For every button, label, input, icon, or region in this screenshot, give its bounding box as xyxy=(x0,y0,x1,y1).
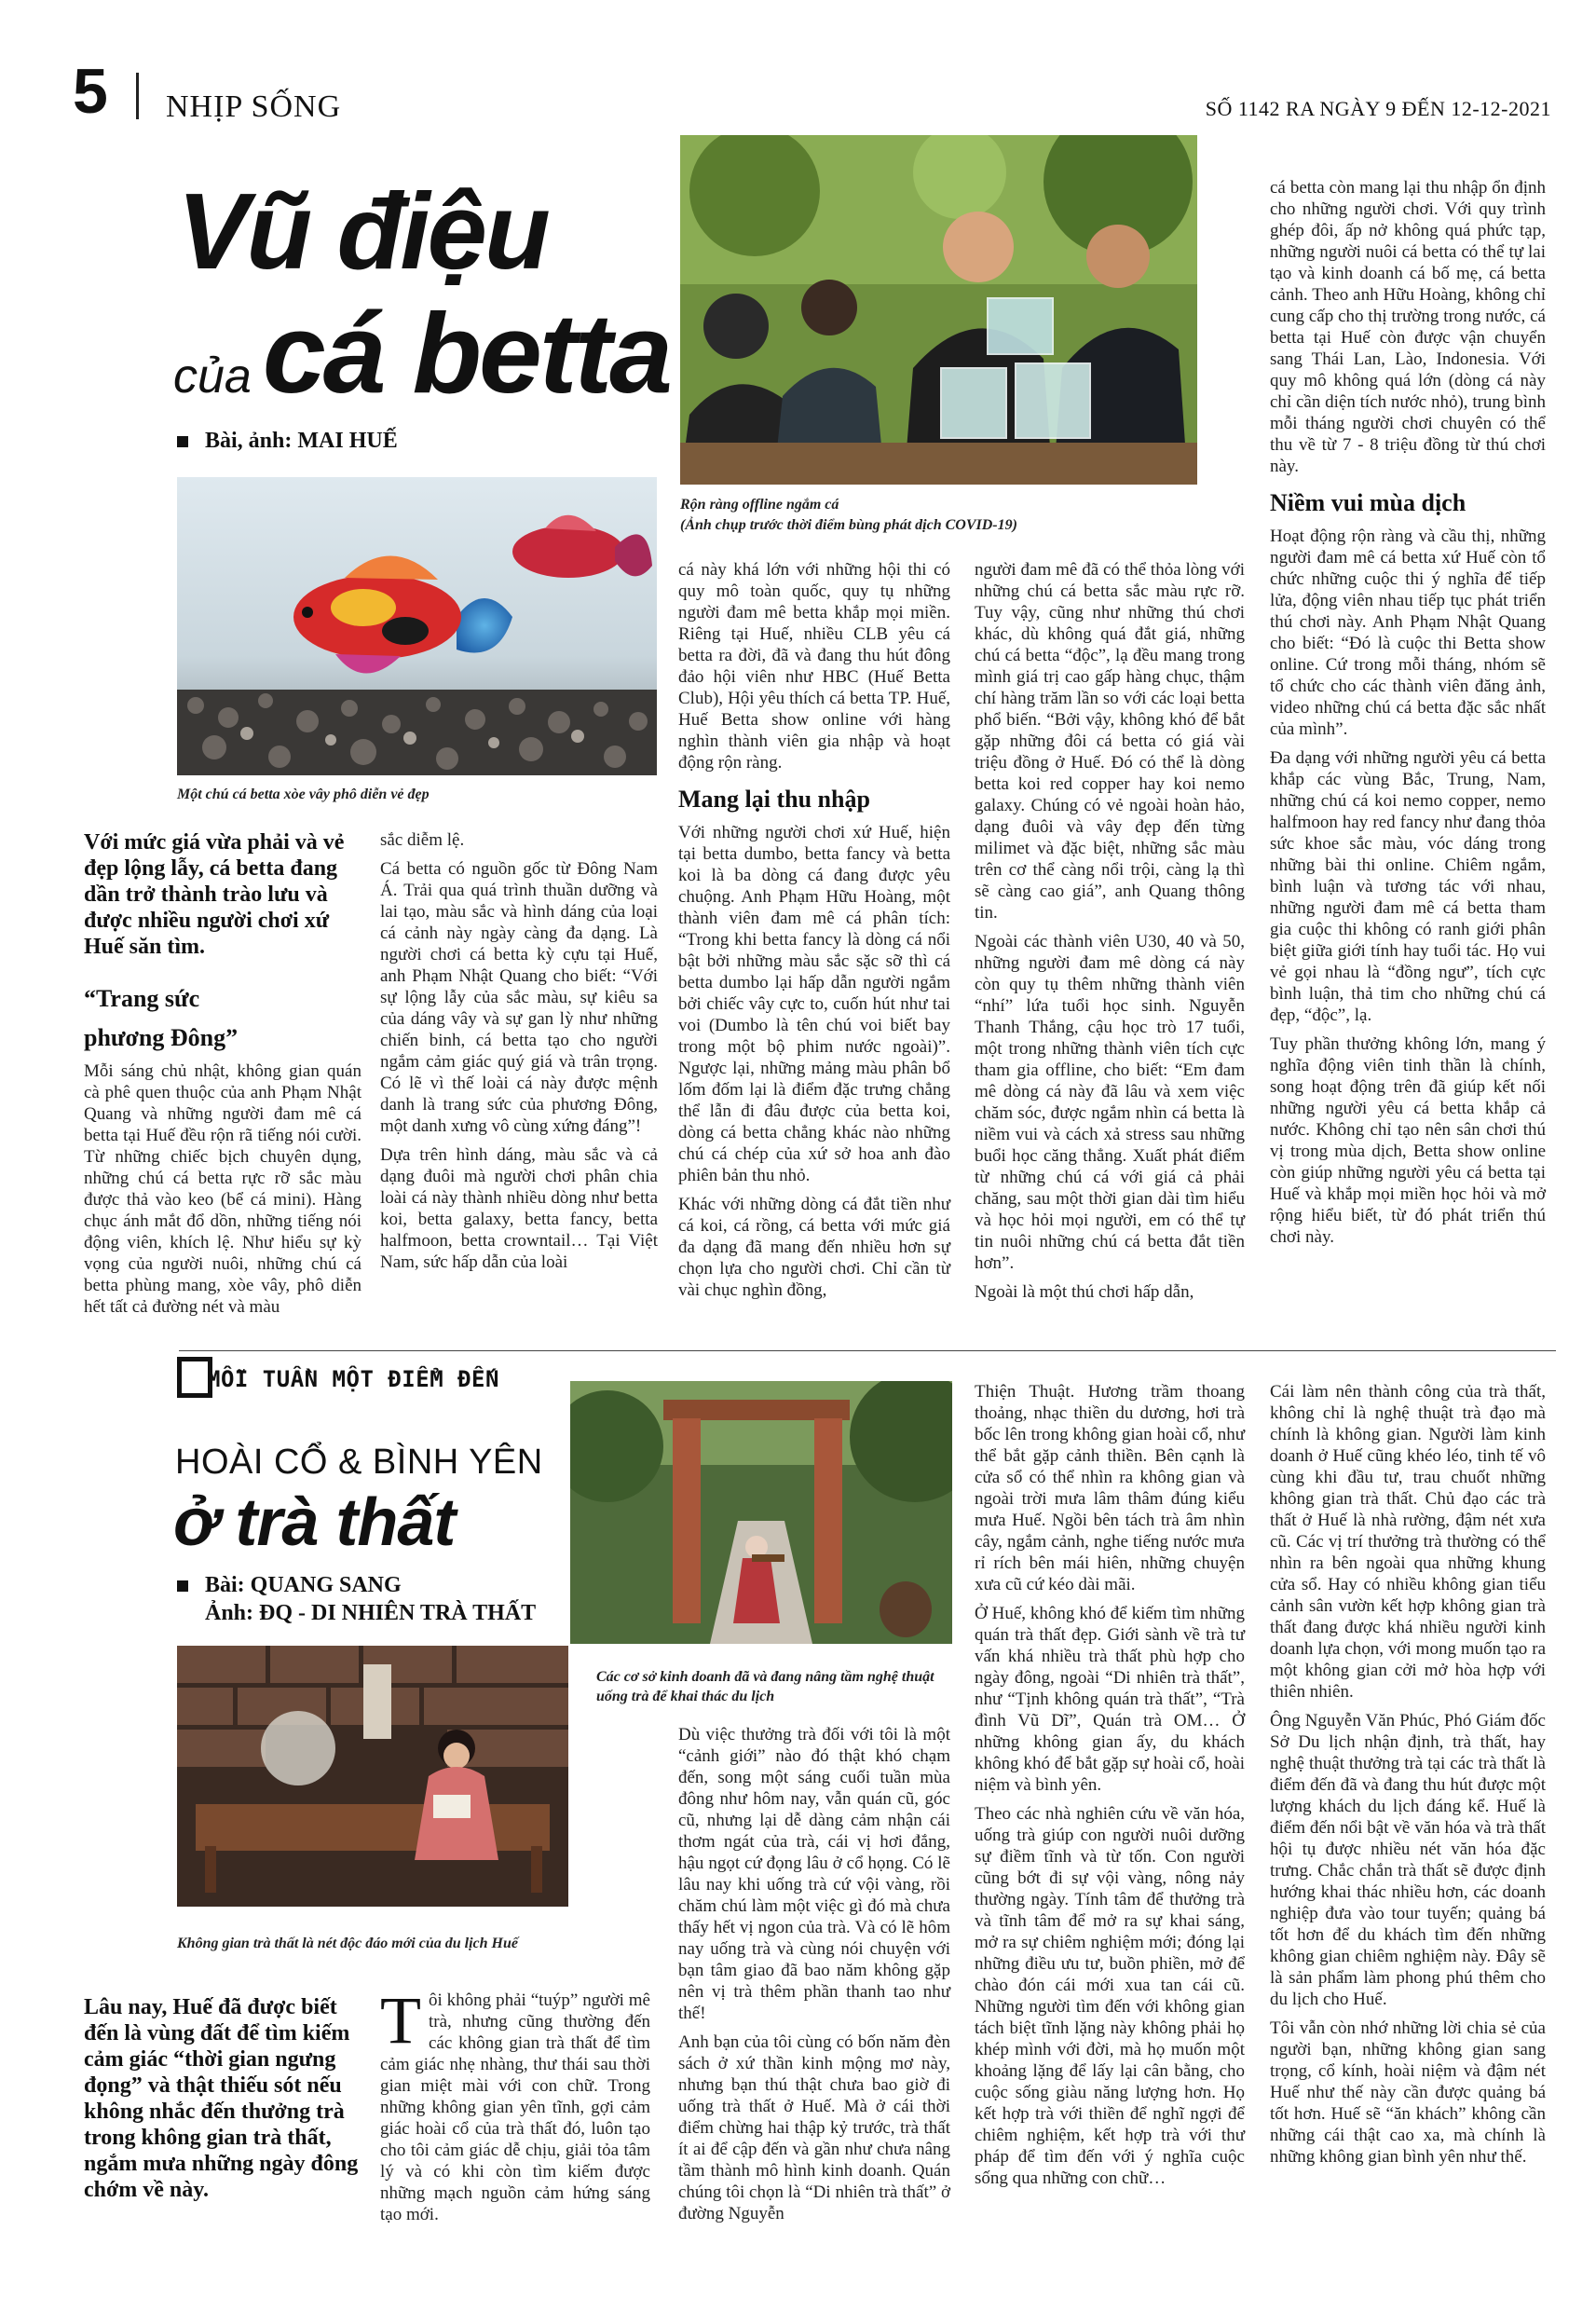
girl-photo-caption: Không gian trà thất là nét độc đáo mới của du lịch Huế xyxy=(177,1936,518,1951)
article1-title-small: của xyxy=(173,349,252,404)
article2-col4-para-2: Ở Huế, không khó để kiếm tìm những quán trà thất đẹp. Giới sành về trà tư vấn khá nhiều trà thất phù hợp cho ngày đông, ngoài “Di nhiên trà thất”, như “Tịnh không quán trà thất”, “Trà đình Vũ Dĩ”, Quán trà OM… Ở những không gian ấy, du khách không khó để bắt gặp sự hoài cổ, hoài niệm và bình yên. xyxy=(975,1604,1245,1795)
article1-col5-para-1: cá betta còn mang lại thu nhập ổn định cho những người chơi. Với quy trình ghép đôi, ấp nở không quá phức tạp, những người nuôi cá betta có thể tự lai tạo và kinh doanh cá bố mẹ, cá betta cảnh. Theo anh Hữu Hoàng, không chỉ cung cấp cho thị trường trong nước, cá betta tại Huế còn được vận chuyển sang Thái Lan, Lào, Indonesia. Với quy mô không quá lớn (dòng cá này chỉ cần diện tích nước nhỏ), trung bình mỗi tháng người chơi chuyên có thể thu về từ 7 - 8 triệu đồng từ thú chơi này. xyxy=(1270,178,1546,476)
people-with-fish-tanks-illustration xyxy=(680,135,1197,485)
article1-col4-para-3: Ngoài là một thú chơi hấp dẫn, xyxy=(975,1282,1194,1302)
gathering-photo-note: (Ảnh chụp trước thời điểm bùng phát dịch COVID-19) xyxy=(680,517,1017,533)
issue-info: SỐ 1142 RA NGÀY 9 ĐẾN 12-12-2021 xyxy=(1205,97,1551,120)
tea-house-gate-photo xyxy=(570,1381,952,1644)
article1-byline: Bài, ảnh: MAI HUẾ xyxy=(177,429,398,454)
article2-kicker: MỖI TUẦN MỘT ĐIỂM ĐẾN xyxy=(207,1366,499,1392)
betta-fish-photo xyxy=(177,477,657,775)
article1-title-line2 xyxy=(173,290,670,417)
article2-col2-para-1: Tôi không phải “tuýp” người mê trà, nhưng cũng thường đến các không gian trà thất để tìm cảm giác nhẹ nhàng, thư thái sau thời gian miệt mài với con chữ. Trong những không gian yên tĩnh, gợi cảm giác hoài cổ của trà thất đó, luôn tạo cho tôi cảm giác dễ chịu, giải tỏa tâm lý và có khi còn tìm kiếm được những mạch nguồn cảm hứng sáng tạo mới. xyxy=(380,1983,650,2224)
article2-column-4 xyxy=(975,1381,1245,2196)
article2-column-3 xyxy=(678,1724,950,2232)
article1-col2-para-0: sắc diễm lệ. xyxy=(380,830,465,850)
bullet-square-icon xyxy=(177,436,188,447)
article2-col3-para-2: Anh bạn của tôi cùng có bốn năm đèn sách ở xứ thần kinh mộng mơ này, nhưng bạn thú thật chưa bao giờ đi uống trà thất ở Huế. Mà ở cái thời điểm chừng hai thập kỷ trước, trà thất ít ai để cập đến và gần như chưa nâng tầm thành mô hình kinh doanh. Quán chúng tôi chọn là “Di nhiên trà thất” ở đường Nguyễn xyxy=(678,2032,950,2223)
tea-room-girl-illustration xyxy=(177,1646,568,1907)
article2-column-1 xyxy=(84,1994,361,2203)
subhead-mang-lai-thu-nhap: Mang lại thu nhập xyxy=(678,786,870,813)
article1-title-line1: Vũ điệu xyxy=(177,171,548,292)
article1-col5-para-4: Tuy phần thưởng không lớn, mang ý nghĩa động viên tinh thần là chính, song hoạt động trên đã giúp kết nối những người yêu cá betta khắp cả nước. Không chỉ tạo nên sân chơi thú vị trong mùa dịch, Betta show online còn giúp những người yêu cá betta tại Huế và khắp mọi miền học hỏi và mở rộng hiểu biết, từ đó phát triển thú chơi này. xyxy=(1270,1034,1546,1247)
article1-col2-para-2: Dựa trên hình dáng, màu sắc và cả dạng đuôi mà người chơi phân chia loài cá này thành nhiều dòng như betta koi, betta galaxy, betta fancy, betta halfmoon, betta crowntail… Tại Việt Nam, sức hấp dẫn của loài xyxy=(380,1145,658,1272)
section-title: NHỊP SỐNG xyxy=(166,89,342,124)
betta-fish-illustration xyxy=(177,477,657,775)
article1-col4-para-1: người đam mê đã có thể thỏa lòng với những chú cá betta sắc màu rực rỡ. Tuy vậy, cũng như những thú chơi khác, dù không quá đắt giá, những chú cá betta “độc”, lạ đều mang trong mình giá trị cao gấp hàng chục, thậm chí hàng trăm lần so với các loại betta phổ biến. “Bởi vậy, không khó để bắt gặp những đôi cá betta có giá vài triệu đồng ở Huế. Đó có thể là dòng betta koi red copper hay koi nemo galaxy. Chúng có vẻ ngoài hoàn hảo, dạng đuôi và vây đẹp đến từng milimet và đặc biệt, những sắc màu trên cơ thể càng nổi trội, càng lạ thì sẽ càng cao giá”, anh Quang thông tin. xyxy=(975,560,1245,923)
article2-col4-para-3: Theo các nhà nghiên cứu về văn hóa, uống trà giúp con người nuôi dưỡng sự điềm tĩnh và từ tốn. Con người cũng bớt đi sự vội vàng, nông nảy thường ngày. Tính tâm để thưởng trà và tĩnh tâm để mở ra sự khai sáng, mở ra sự chiêm nghiệm mới; đóng lại những điều ưu tư, buồn phiền, mở để chào đón cái mới xua tan cái cũ. Những người tìm đến với không gian tách biệt tĩnh lặng này không phải họ khép mình với đời, mà họ muốn một khoảng lặng để lấy lại cân bằng, cho cuộc sống giàu năng lượng hơn. Họ kết hợp trà với thiền để nghĩ ngợi để chiêm nghiệm, kết hợp trà với thư pháp để tìm đến với ý nghĩa cuộc sống qua những con chữ… xyxy=(975,1804,1245,2188)
article2-byline-1: Bài: QUANG SANG xyxy=(177,1573,402,1598)
article1-title-main: cá betta xyxy=(262,290,670,417)
article1-col2-para-1: Cá betta có nguồn gốc từ Đông Nam Á. Trải qua quá trình thuần dưỡng và lai tạo, màu sắc và hình dáng của loại cá cảnh này ngày càng đa dạng. Là người chơi cá betta kỳ cựu tại Huế, anh Phạm Nhật Quang cho biết: “Với sự lộng lẫy của sắc màu, sự kiêu sa của dáng vây và sự gan lỳ như những chiến binh, cá betta tạo cho người ngắm cảm giác quý giá và trân trọng. Có lẽ vì thế loài cá này được mệnh danh là trang sức của phương Đông, một danh xưng vô cùng xứng đáng”! xyxy=(380,859,658,1136)
offline-gathering-photo xyxy=(680,135,1197,485)
article1-col1-para: Mỗi sáng chủ nhật, không gian quán cà phê quen thuộc của anh Phạm Nhật Quang và những người đam mê cá betta tại Huế đều rộn rã tiếng nói cười. Từ những chiếc bịch chuyên dụng, những chú cá betta rực rỡ sắc màu được thả vào keo (bể cá mini). Hàng chục ánh mắt đổ dồn, những tiếng nói động viên, khích lệ. Như hiểu sự kỳ vọng của người nuôi, những chú cá betta phùng mang, xòe vây, phô diễn hết tất cả đường nét và màu xyxy=(84,1061,361,1317)
bullet-square-icon xyxy=(177,1580,188,1592)
article2-lead: Lâu nay, Huế đã được biết đến là vùng đất để tìm kiếm cảm giác “thời gian ngưng đọng” và thật thiếu sót nếu không nhắc đến thưởng trà trong không gian trà thất, ngắm mưa những ngày đông chớm về này. xyxy=(84,1995,359,2202)
article1-column-4 xyxy=(975,559,1245,1310)
tea-house-gate-illustration xyxy=(570,1381,952,1644)
subhead-niem-vui-mua-dich: Niềm vui mùa dịch xyxy=(1270,489,1466,516)
fish-photo-caption: Một chú cá betta xòe vây phô diễn vẻ đẹp xyxy=(177,787,430,802)
article2-col5-para-3: Tôi vẫn còn nhớ những lời chia sẻ của người bạn, những không gian sang trọng, cổ kính, hoài niệm và đậm nét Huế như thế này cần được quảng bá tốt hơn. Huế sẽ “ăn khách” không cần những cái thật cao xa, mà chính là những không gian bình yên như thế. xyxy=(1270,2018,1546,2167)
article2-col3-para-1: Dù việc thưởng trà đối với tôi là một “cảnh giới” nào đó thật khó chạm đến, song một sáng cuối tuần mùa đông như hôm nay, vẫn quán cũ, góc cũ, nhưng lại dễ dàng cảm nhận cái thơm ngát của trà, cái vị hơi đắng, hậu ngọt cứ đọng lâu ở cổ họng. Có lẽ lâu nay khi uống trà cứ vội vàng, rồi chăm chú làm một việc gì đó mà chưa thấy hết vị ngon của trà. Và có lẽ hôm nay uống trà và cùng nói chuyện với bạn tâm giao đã bao năm không gặp nên vị trà thêm phần thanh tao như thế! xyxy=(678,1725,950,2023)
article1-column-2 xyxy=(380,829,658,1280)
article1-col3-para-1: cá này khá lớn với những hội thi có quy mô toàn quốc, quy tụ những người đam mê betta khắp mọi miền. Riêng tại Huế, nhiều CLB yêu cá betta ra đời, đã và đang thu hút đông đảo hội viên như HBC (Huế Betta Club), Hội yêu thích cá betta TP. Huế, Huế Betta show online với hàng nghìn thành viên gia nhập và hoạt động rộn ràng. xyxy=(678,560,950,773)
article1-col5-para-3: Đa dạng với những người yêu cá betta khắp các vùng Bắc, Trung, Nam, những chú cá koi nemo copper, nemo halfmoon hay red fancy như đang thỏa sức khoe sắc màu, vóc dáng trong những bài thi online. Chiêm ngắm, bình luận và tương tác với nhau, những người đam mê cá betta tham gia cuộc thi không có ranh giới phân biệt giữa giới tính hay tuổi tác. Họ vui vẻ gọi nhau là “đồng ngư”, tích cực bình luận, thả tim cho những chú cá đẹp, “độc”, lạ. xyxy=(1270,748,1546,1025)
subhead-trang-suc-1: “Trang sức xyxy=(84,985,200,1012)
article1-column-3 xyxy=(678,559,950,1308)
article1-col3-para-2: Với những người chơi xứ Huế, hiện tại betta dumbo, betta fancy và betta koi là ba dòng cá đang được yêu chuộng. Anh Phạm Hữu Hoàng, một thành viên đam mê cá phân tích: “Trong khi betta fancy là dòng cá nổi bật bởi những màu sắc sặc sỡ thì cá betta dumbo lại hấp dẫn người ngắm bởi chiếc vây cực to, cuốn hút như tai voi (Dumbo là tên chú voi biết bay trong một bộ phim nước ngoài)”. Ngược lại, những mảng màu phân bổ lốm đốm lại là điểm đặc trưng chẳng thể lẫn đi đâu được của betta koi, dòng cá betta chẳng khác nào những chú cá chép của xứ sở hoa anh đào phiên bản thu nhỏ. xyxy=(678,823,950,1185)
gate-photo-caption: Các cơ sở kinh doanh đã và đang nâng tầm nghệ thuật uống trà để khai thác du lịch xyxy=(596,1669,934,1704)
dropcap: T xyxy=(380,1983,421,2058)
article1-column-1 xyxy=(84,829,361,1325)
article1-lead: Với mức giá vừa phải và vẻ đẹp lộng lẫy, cá betta đang dần trở thành trào lưu và được nhiều người chơi xứ Huế săn tìm. xyxy=(84,830,345,959)
header-divider xyxy=(136,73,139,119)
gathering-photo-caption: Rộn ràng offline ngắm cá xyxy=(680,497,839,513)
article1-col5-para-2: Hoạt động rộn ràng và cầu thị, những người đam mê cá betta xứ Huế còn tổ chức những cuộc thi ý nghĩa để tiếp lửa, động viên nhau tiếp tục phát triển thú chơi này. Anh Phạm Nhật Quang cho biết: “Đó là cuộc thi Betta show online. Cứ trong mỗi tháng, nhóm sẽ tổ chức cho các thành viên đăng ảnh, video những chú cá betta đặc sắc nhất của mình”. xyxy=(1270,527,1546,739)
article1-col3-para-3: Khác với những dòng cá đắt tiền như cá koi, cá rồng, cá betta với mức giá đa dạng đã mang đến nhiều hơn sự chọn lựa cho người chơi. Chỉ cần từ vài chục nghìn đồng, xyxy=(678,1195,950,1300)
article2-column-5 xyxy=(1270,1381,1546,2175)
article2-col4-para-1: Thiện Thuật. Hương trầm thoang thoảng, nhạc thiền du dương, hơi trà bốc lên trong không gian hoài cổ, như thể bắt gặp cảnh thiền. Bên cạnh là cửa sổ có thể nhìn ra không gian và ngoài trời mưa lâm thâm đúng kiểu mưa Huế. Ngồi bên tách trà âm nhìn cây, ngắm cảnh, nghe tiếng nước mưa rỉ rích bên mái hiên, những chuyện xưa cũ cứ kéo dài mãi. xyxy=(975,1382,1245,1594)
article2-col5-para-2: Ông Nguyễn Văn Phúc, Phó Giám đốc Sở Du lịch nhận định, trà thất, hay nghệ thuật thưởng trà tại các trà thất là điểm đến đã và đang thu hút được một lượng khách du lịch đáng kể. Huế là điểm đến nổi bật về văn hóa và trà thất hội tụ được nhiều nét văn hóa đặc trưng. Chắc chắn trà thất sẽ được định hướng khai thác nhiều hơn, các doanh nghiệp đưa vào tour tuyến; quảng bá tốt hơn để du khách tìm đến những không gian chiêm nghiệm này. Đây sẽ là sản phẩm làm phong phú thêm cho du lịch cho Huế. xyxy=(1270,1711,1546,2009)
article2-byline-2: Ảnh: ĐQ - DI NHIÊN TRÀ THẤT xyxy=(205,1601,537,1625)
article2-title-line1: HOÀI CỔ & BÌNH YÊN xyxy=(175,1443,543,1482)
page-number: 5 xyxy=(73,56,108,127)
article2-col5-para-1: Cái làm nên thành công của trà thất, không chỉ là nghệ thuật trà đạo mà chính là không gian. Người làm kinh doanh ở Huế cũng khéo léo, tinh tế vô cùng khi đầu tư, trau chuốt những không gian trà thất. Chủ đạo các trà thất ở Huế là nhà rường, đậm nét xưa cũ. Các vị trí thưởng trà thường có thể nhìn ra bên ngoài qua những khung cửa sổ. Hay có nhiều không gian tiểu cảnh sân vườn kết hợp không gian trà thất đang được khá nhiều người kinh doanh lựa chọn, với mong muốn tạo ra một không gian cởi mở hòa hợp với thiên nhiên. xyxy=(1270,1382,1546,1702)
article1-col4-para-2: Ngoài các thành viên U30, 40 và 50, những người đam mê dòng cá này còn quy tụ thêm những thành viên “nhí” lứa tuổi học sinh. Nguyễn Thanh Thắng, cậu học trò 17 tuổi, một trong những thành viên tích cực tham gia offline, cho biết: “Em đam mê dòng cá này đã lâu và xem việc chăm sóc, được ngắm nhìn cá betta là niềm vui và cách xả stress sau những buổi học căng thẳng. Xuất phát điểm từ những chú cá với giá cả phải chăng, sau một thời gian dài tìm hiểu và học hỏi mọi người, em có thể tự tin nuôi những chú cá betta đắt tiền hơn”. xyxy=(975,932,1245,1273)
section-divider xyxy=(179,1350,1556,1351)
article1-column-5 xyxy=(1270,177,1546,1255)
tea-room-girl-photo xyxy=(177,1646,568,1907)
subhead-trang-suc-2: phương Đông” xyxy=(84,1024,239,1051)
article2-title-line2: ở trà thất xyxy=(173,1485,456,1560)
article2-column-2 xyxy=(380,1983,650,2233)
